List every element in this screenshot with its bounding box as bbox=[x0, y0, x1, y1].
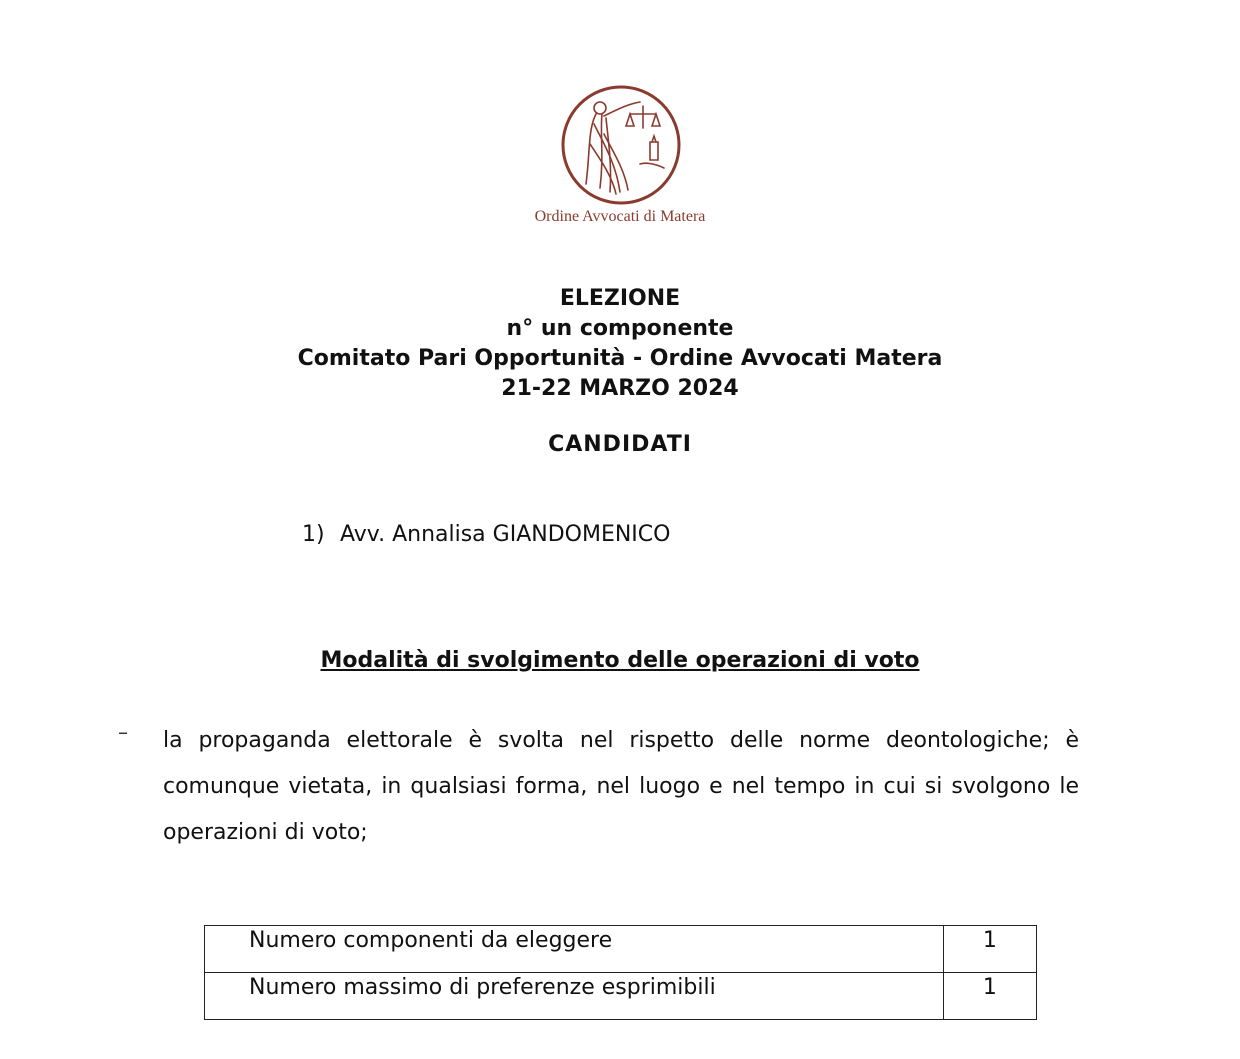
voting-procedures-heading: Modalità di svolgimento delle operazioni di voto bbox=[320, 648, 920, 673]
table-cell-value: 1 bbox=[943, 926, 1036, 973]
candidate-item bbox=[302, 522, 670, 547]
table-cell-label: Numero componenti da eleggere bbox=[205, 926, 944, 973]
table-row bbox=[205, 926, 1037, 973]
logo-caption: Ordine Avvocati di Matera bbox=[534, 208, 706, 225]
title-line-election: ELEZIONE bbox=[559, 286, 681, 311]
candidates-heading: CANDIDATI bbox=[548, 432, 692, 457]
title-line-dates: 21-22 MARZO 2024 bbox=[501, 376, 739, 401]
bullet-dash-marker: – bbox=[118, 720, 128, 744]
table-cell-value: 1 bbox=[943, 973, 1036, 1020]
election-info-table bbox=[204, 925, 1037, 1020]
table-cell-label: Numero massimo di preferenze esprimibili bbox=[205, 973, 944, 1020]
bullet-text-propaganda: la propaganda elettorale è svolta nel rispetto delle norme deontologiche; è comunque vietata, in qualsiasi forma, nel luogo e nel tempo in cui si svolgono le operazioni di voto; bbox=[163, 728, 1079, 845]
election-title-block bbox=[200, 284, 1040, 404]
candidate-number: 1) bbox=[302, 522, 325, 547]
title-line-committee: Comitato Pari Opportunità - Ordine Avvocati Matera bbox=[297, 346, 943, 371]
title-line-components: n° un componente bbox=[506, 316, 734, 341]
table-row bbox=[205, 973, 1037, 1020]
candidate-name: Avv. Annalisa GIANDOMENICO bbox=[340, 522, 671, 547]
ordine-avvocati-seal-logo bbox=[560, 84, 682, 206]
